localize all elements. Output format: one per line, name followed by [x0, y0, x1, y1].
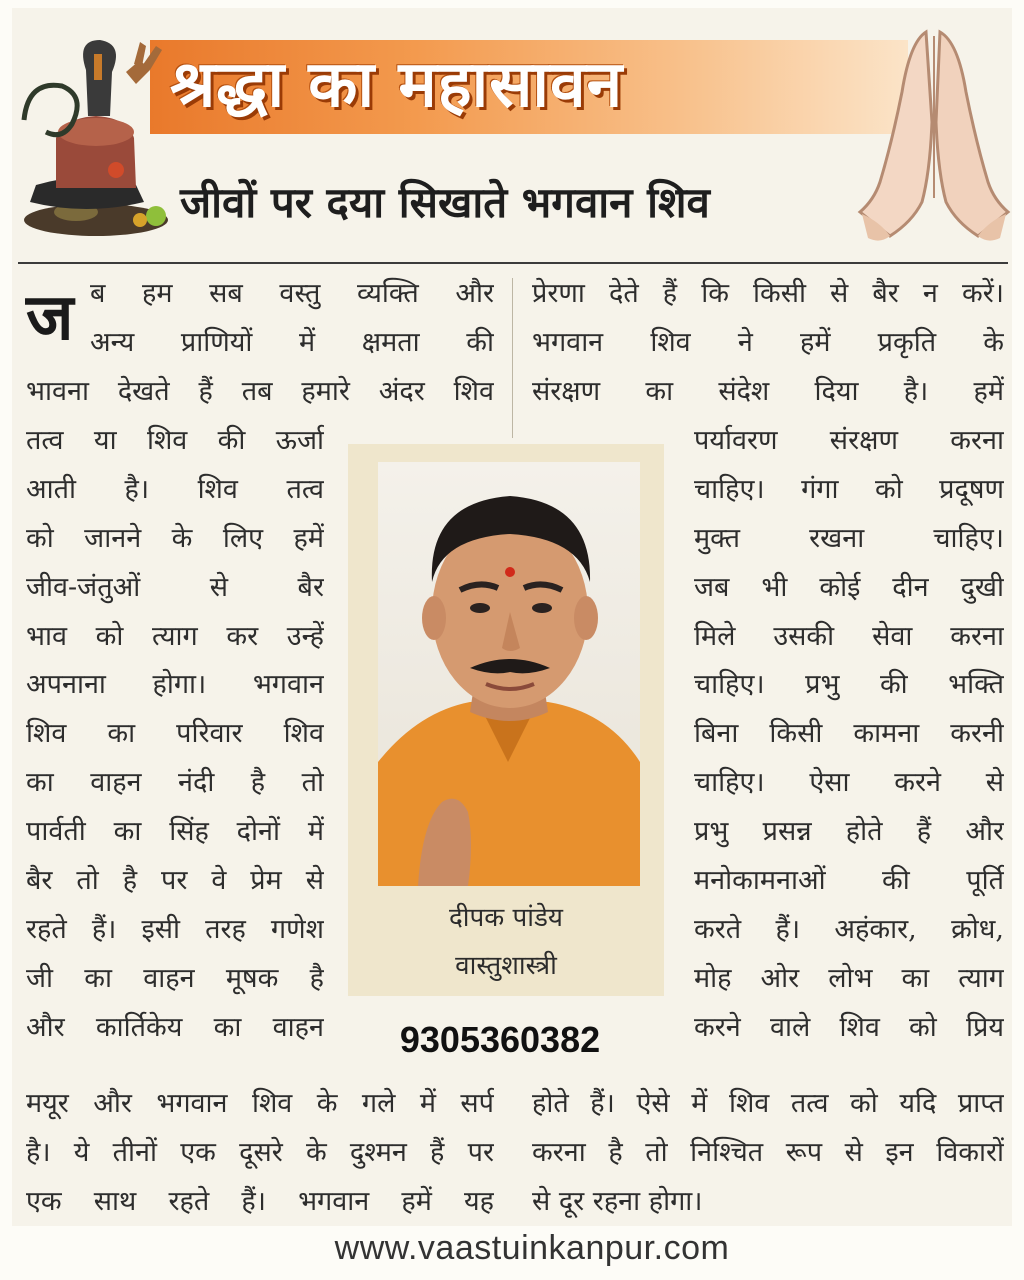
text-line: और कार्तिकेय का वाहन: [26, 1011, 324, 1043]
phone-number: 9305360382: [399, 1019, 601, 1060]
text-line: चाहिए। गंगा को प्रदूषण: [694, 473, 1004, 505]
text-line: प्रभु प्रसन्न होते हैं और: [694, 816, 1004, 848]
left-narrow-column: [26, 417, 324, 1053]
text-line: जी का वाहन मूषक है: [26, 962, 324, 994]
text-line: ब हम सब वस्तु व्यक्ति और: [90, 278, 494, 309]
text-line: चाहिए। ऐसा करने से: [694, 767, 1004, 799]
text-line: से दूर रहना होगा।: [532, 1185, 703, 1217]
text-line: करते हैं। अहंकार, क्रोध,: [694, 913, 1004, 945]
text-line: बैर तो है पर वे प्रेम से: [26, 865, 324, 897]
photo-caption-title: वास्तुशास्त्री: [455, 951, 557, 981]
author-photo: [378, 462, 640, 886]
website-url[interactable]: www.vaastuinkanpur.com: [334, 1229, 730, 1267]
text-line: मुक्त रखना चाहिए।: [694, 522, 1004, 554]
text-line: अन्य प्राणियों में क्षमता की: [90, 326, 494, 358]
left-full-lines: [26, 368, 494, 417]
divider: [18, 262, 1008, 264]
banner-title: श्रद्धा का महासावन: [170, 48, 624, 122]
text-line: होते हैं। ऐसे में शिव तत्व को यदि प्राप्त: [532, 1088, 1004, 1119]
text-line: भावना देखते हैं तब हमारे अंदर शिव: [26, 376, 494, 407]
right-narrow-column: [694, 417, 1004, 1053]
text-line: भगवान शिव ने हमें प्रकृति के: [532, 326, 1004, 358]
shivling-icon: [16, 20, 186, 245]
text-line: जीव-जंतुओं से बैर: [26, 571, 324, 603]
text-line: रहते हैं। इसी तरह गणेश: [26, 913, 324, 945]
text-line: तत्व या शिव की ऊर्जा: [26, 425, 324, 456]
text-line: मिले उसकी सेवा करना: [694, 620, 1004, 652]
subtitle: जीवों पर दया सिखाते भगवान शिव: [180, 178, 710, 227]
column-rule: [512, 278, 513, 438]
text-line: चाहिए। प्रभु की भक्ति: [694, 669, 1004, 701]
intro-lines: [90, 270, 494, 368]
text-line: है। ये तीनों एक दूसरे के दुश्मन हैं पर: [26, 1136, 494, 1168]
text-line: संरक्षण का संदेश दिया है। हमें: [532, 375, 1004, 407]
text-line: प्रेरणा देते हैं कि किसी से बैर न करें।: [532, 278, 1004, 309]
text-line: मयूर और भगवान शिव के गले में सर्प: [26, 1088, 494, 1119]
namaste-hands-icon: [850, 22, 1022, 252]
right-top-column: [532, 270, 1004, 417]
photo-caption-name: दीपक पांडेय: [448, 903, 564, 933]
text-line: जब भी कोई दीन दुखी: [694, 571, 1004, 603]
text-line: भाव को त्याग कर उन्हें: [26, 620, 324, 652]
text-line: आती है। शिव तत्व: [26, 473, 324, 505]
text-line: बिना किसी कामना करनी: [694, 718, 1004, 750]
right-bottom-column: [532, 1080, 1004, 1227]
text-line: करने वाले शिव को प्रिय: [694, 1011, 1004, 1043]
text-line: एक साथ रहते हैं। भगवान हमें यह: [26, 1185, 494, 1217]
text-line: मनोकामनाओं की पूर्ति: [694, 865, 1004, 897]
text-line: करना है तो निश्चित रूप से इन विकारों: [532, 1136, 1004, 1168]
text-line: को जानने के लिए हमें: [26, 522, 324, 554]
text-line: मोह ओर लोभ का त्याग: [694, 962, 1004, 994]
text-line: अपनाना होगा। भगवान: [26, 669, 324, 701]
portrait-illustration: [378, 462, 640, 886]
text-line: पार्वती का सिंह दोनों में: [26, 816, 324, 848]
text-line: का वाहन नंदी है तो: [26, 767, 324, 799]
text-line: पर्यावरण संरक्षण करना: [694, 425, 1004, 456]
drop-cap: ज: [26, 281, 74, 355]
text-line: शिव का परिवार शिव: [26, 718, 324, 750]
left-bottom-column: [26, 1080, 494, 1227]
